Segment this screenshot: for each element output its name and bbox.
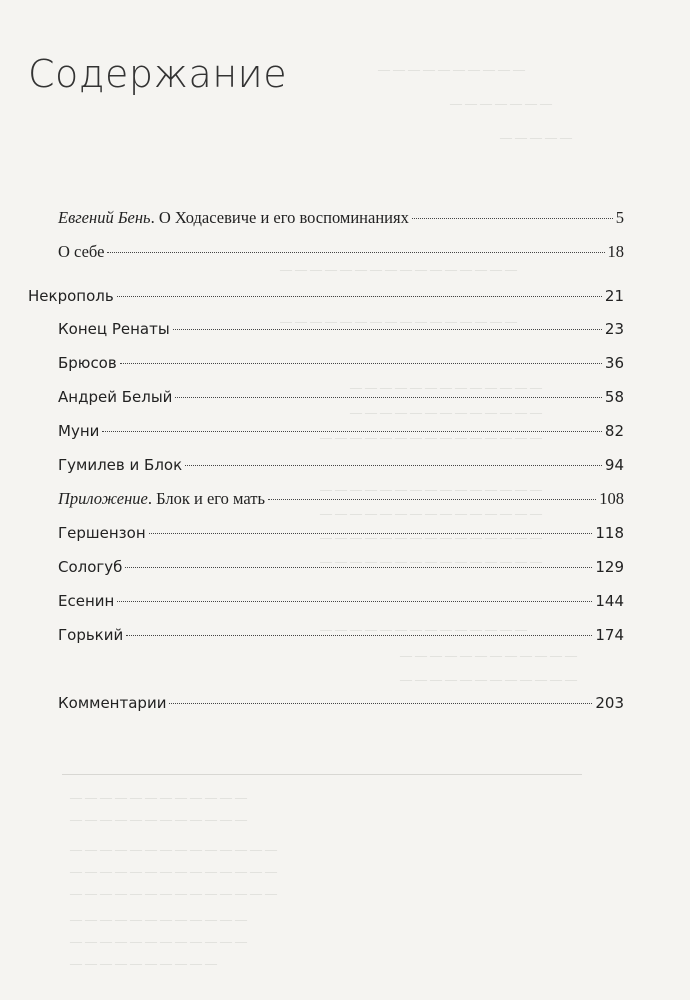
toc-entry-gumilev-i-blok[interactable] — [58, 456, 624, 474]
dot-leader — [268, 499, 596, 500]
toc-entry-title: Гумилев и Блок — [58, 456, 183, 474]
dot-leader — [102, 431, 602, 432]
toc-entry-o-sebe[interactable] — [58, 242, 624, 262]
toc-entry-title: О себе — [58, 242, 105, 261]
page-title: Содержание — [28, 52, 288, 96]
toc-entry-page: 18 — [607, 242, 624, 261]
dot-leader — [120, 363, 602, 364]
toc-entry-author: Приложение — [58, 489, 148, 508]
toc-entry-title: Горький — [58, 626, 124, 644]
toc-entry-page: 21 — [604, 287, 624, 305]
toc-entry-andrey-bely[interactable] — [58, 388, 624, 406]
toc-entry-title: Евгений Бень. О Ходасевиче и его воспоминаниях — [58, 208, 409, 227]
toc-entry-ben[interactable] — [58, 208, 624, 228]
dot-leader — [126, 635, 592, 636]
dot-leader — [169, 703, 592, 704]
toc-entry-title: Андрей Белый — [58, 388, 173, 406]
toc-entry-title: Некрополь — [28, 287, 114, 305]
toc-entry-page: 203 — [595, 694, 624, 712]
dot-leader — [412, 218, 613, 219]
toc-entry-bryusov[interactable] — [58, 354, 624, 372]
toc-entry-title: Конец Ренаты — [58, 320, 170, 338]
toc-entry-page: 5 — [615, 208, 624, 227]
dot-leader — [149, 533, 593, 534]
toc-entry-gorky[interactable] — [58, 626, 624, 644]
dot-leader — [173, 329, 602, 330]
toc-entry-page: 23 — [604, 320, 624, 338]
toc-entry-title: Комментарии — [58, 694, 167, 712]
toc-entry-prilozhenie[interactable] — [58, 489, 624, 509]
dot-leader — [185, 465, 602, 466]
toc-entry-page: 108 — [599, 489, 624, 508]
toc-entry-gershenzon[interactable] — [58, 524, 624, 542]
dot-leader — [175, 397, 602, 398]
toc-entry-page: 94 — [604, 456, 624, 474]
toc-entry-kommentarii[interactable] — [58, 694, 624, 712]
toc-entry-page: 82 — [604, 422, 624, 440]
toc-entry-title: Гершензон — [58, 524, 146, 542]
toc-entry-title: Приложение. Блок и его мать — [58, 489, 265, 508]
toc-entry-page: 36 — [604, 354, 624, 372]
dot-leader — [117, 601, 592, 602]
dot-leader — [107, 252, 604, 253]
toc-entry-konec-renaty[interactable] — [58, 320, 624, 338]
toc-entry-title: Брюсов — [58, 354, 117, 372]
toc-entry-title: Муни — [58, 422, 100, 440]
toc-entry-author: Евгений Бень — [58, 208, 151, 227]
toc-entry-page: 58 — [604, 388, 624, 406]
toc-entry-sologub[interactable] — [58, 558, 624, 576]
toc-entry-page: 144 — [595, 592, 624, 610]
toc-entry-page: 174 — [595, 626, 624, 644]
toc-entry-muni[interactable] — [58, 422, 624, 440]
toc-entry-esenin[interactable] — [58, 592, 624, 610]
toc-entry-title: Есенин — [58, 592, 115, 610]
toc-entry-page: 129 — [595, 558, 624, 576]
toc-entry-title: Сологуб — [58, 558, 123, 576]
toc-entry-page: 118 — [595, 524, 624, 542]
dot-leader — [117, 296, 602, 297]
toc-entry-nekropol[interactable] — [28, 287, 624, 305]
dot-leader — [125, 567, 592, 568]
